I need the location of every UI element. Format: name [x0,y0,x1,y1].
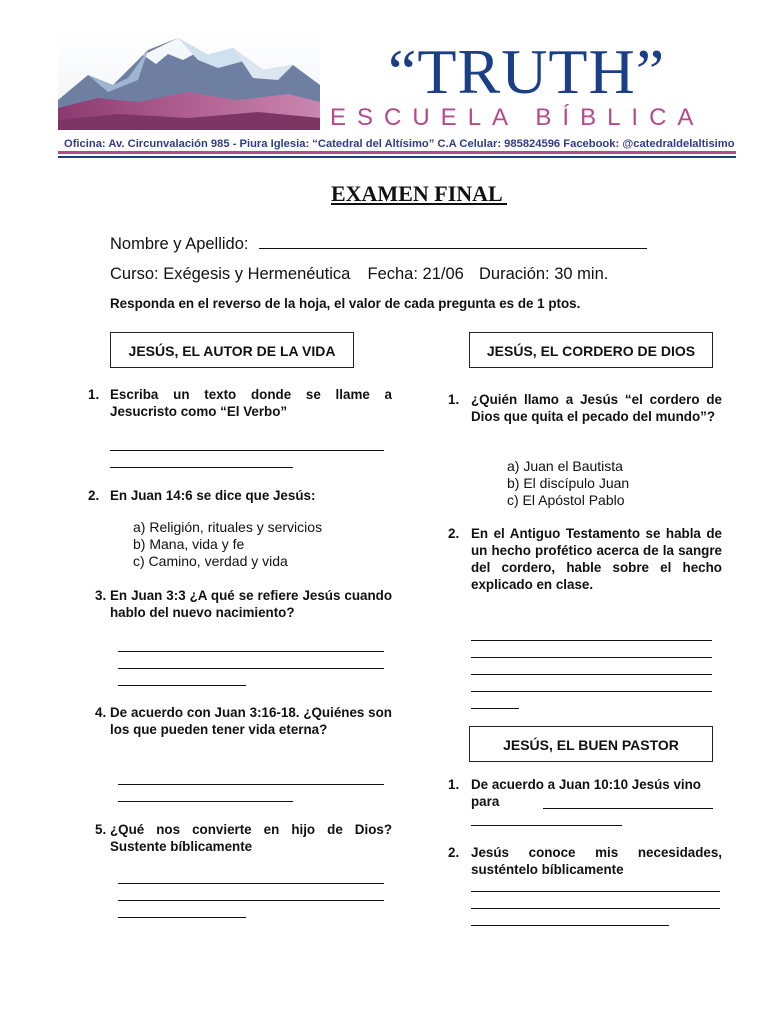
duration-value: 30 min. [554,265,609,283]
question-number: 1. [448,392,460,407]
option-c[interactable]: c) El Apóstol Pablo [507,492,625,508]
question-number: 2. [448,526,460,541]
date-value: 21/06 [422,265,464,283]
question-number: 5. [95,822,107,837]
question-text: En Juan 3:3 ¿A qué se refiere Jesús cuando hablo del nuevo nacimiento? [110,588,392,620]
option-b[interactable]: b) El discípulo Juan [507,475,630,491]
instructions: Responda en el reverso de la hoja, el valor de cada pregunta es de 1 ptos. [110,296,581,311]
answer-line[interactable] [471,925,669,926]
question-autor-1 [88,386,392,420]
question-number: 1. [88,387,100,402]
question-text: De acuerdo a Juan 10:10 Jesús vino para [471,777,701,809]
name-label: Nombre y Apellido: [110,235,249,253]
question-autor-2 [88,487,392,504]
school-logo-title: “TRUTH” [388,36,666,107]
section-title-pastor: JESÚS, EL BUEN PASTOR [469,726,713,762]
option-a[interactable]: a) Juan el Bautista [507,458,623,474]
answer-line[interactable] [543,808,713,809]
answer-line[interactable] [471,640,712,641]
course-value: Exégesis y Hermenéutica [163,265,351,283]
answer-line[interactable] [471,891,720,892]
options-autor-2 [133,519,322,570]
question-number: 4. [95,705,107,720]
option-a[interactable]: a) Religión, rituales y servicios [133,519,323,535]
question-text: ¿Qué nos convierte en hijo de Dios? Sustente bíblicamente [110,822,392,854]
answer-line[interactable] [118,784,384,785]
duration-label: Duración: [479,265,550,283]
answer-line[interactable] [471,691,712,692]
option-b[interactable]: b) Mana, vida y fe [133,536,245,552]
letterhead [58,30,736,160]
answer-line[interactable] [471,674,712,675]
question-cordero-2 [448,525,722,593]
question-text: De acuerdo con Juan 3:16-18. ¿Quiénes son los que pueden tener vida eterna? [110,705,392,737]
section-title-autor: JESÚS, EL AUTOR DE LA VIDA [110,332,354,368]
answer-line[interactable] [118,668,384,669]
header-divider-pink [58,151,736,154]
course-label: Curso: [110,265,159,283]
answer-line[interactable] [471,908,720,909]
exam-title: EXAMEN FINAL [330,181,507,206]
section-title-cordero: JESÚS, EL CORDERO DE DIOS [469,332,713,368]
question-pastor-2 [448,844,722,878]
question-autor-3 [95,587,392,621]
contact-info: Oficina: Av. Circunvalación 985 - Piura Iglesia: “Catedral del Altísimo” C.A Celular: 985824596 Facebook: @catedraldelaltisimo [64,138,735,150]
answer-line[interactable] [471,657,712,658]
answer-line[interactable] [118,883,384,884]
school-name: ESCUELA BÍBLICA [330,104,705,131]
answer-line[interactable] [110,450,384,451]
name-blank[interactable] [259,235,647,249]
answer-line[interactable] [118,801,293,802]
option-c[interactable]: c) Camino, verdad y vida [133,553,288,569]
answer-line[interactable] [118,651,384,652]
course-info [110,265,608,284]
answer-line[interactable] [118,900,384,901]
answer-line[interactable] [118,685,246,686]
question-text: ¿Quién llamo a Jesús “el cordero de Dios que quita el pecado del mundo”? [471,392,722,424]
question-text: En el Antiguo Testamento se habla de un hecho profético acerca de la sangre del cordero, hable sobre el hecho explicado en clase. [471,526,722,592]
mountain-logo-image [58,30,320,130]
question-text: Jesús conoce mis necesidades, susténtelo bíblicamente [471,845,722,877]
question-autor-5 [95,821,392,855]
date-label: Fecha: [367,265,418,283]
question-number: 3. [95,588,107,603]
question-text: Escriba un texto donde se llame a Jesucristo como “El Verbo” [110,387,392,419]
answer-line[interactable] [471,708,519,709]
answer-line[interactable] [118,917,246,918]
question-cordero-1 [448,391,722,425]
question-text: En Juan 14:6 se dice que Jesús: [110,488,316,503]
name-field[interactable] [110,235,647,254]
answer-line[interactable] [110,467,293,468]
question-autor-4 [95,704,392,738]
header-divider-blue [58,156,736,158]
answer-line[interactable] [471,825,622,826]
options-cordero-1 [507,458,629,509]
question-number: 2. [448,845,460,860]
question-pastor-1 [448,776,722,810]
question-number: 2. [88,488,100,503]
question-number: 1. [448,777,460,792]
